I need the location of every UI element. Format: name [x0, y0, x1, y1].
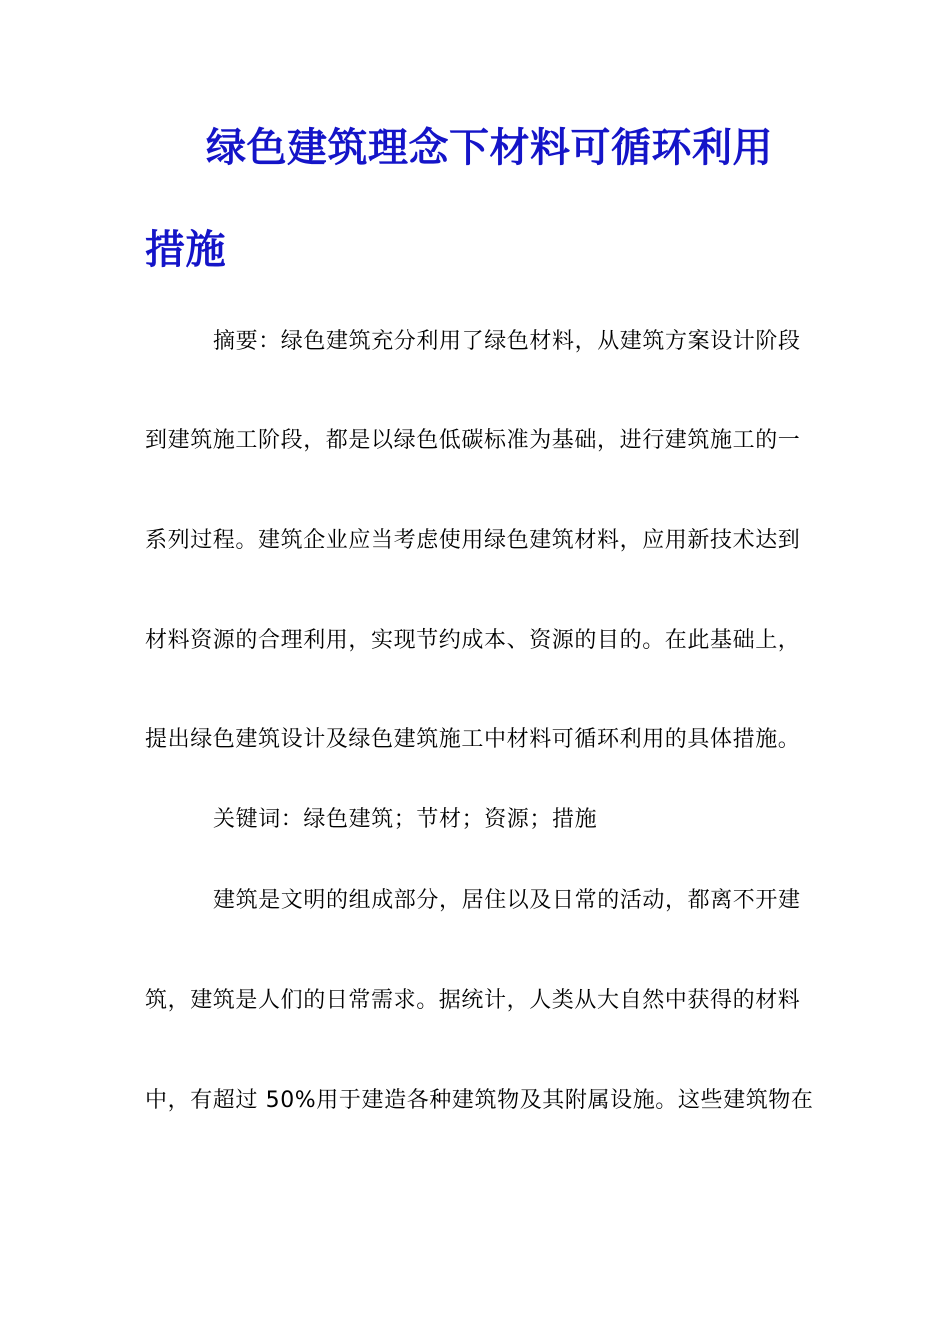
abstract-line-5: 提出绿色建筑设计及绿色建筑施工中材料可循环利用的具体措施。 [145, 727, 801, 752]
abstract-line-2: 到建筑施工阶段，都是以绿色低碳标准为基础，进行建筑施工的一 [145, 428, 801, 453]
abstract-line-4: 材料资源的合理利用，实现节约成本、资源的目的。在此基础上， [145, 628, 801, 653]
body-line-1: 建筑是文明的组成部分，居住以及日常的活动，都离不开建 [213, 888, 801, 913]
document-title-line-1: 绿色建筑理念下材料可循环利用 [206, 125, 773, 171]
document-title-line-2: 措施 [145, 227, 226, 273]
body-line-2: 筑，建筑是人们的日常需求。据统计，人类从大自然中获得的材料 [145, 988, 801, 1013]
abstract-line-3: 系列过程。建筑企业应当考虑使用绿色建筑材料，应用新技术达到 [145, 528, 801, 553]
keywords-line: 关键词：绿色建筑；节材；资源；措施 [213, 807, 598, 832]
abstract-line-1: 摘要：绿色建筑充分利用了绿色材料，从建筑方案设计阶段 [213, 329, 801, 354]
body-line-3: 中，有超过 50%用于建造各种建筑物及其附属设施。这些建筑物在 [145, 1088, 814, 1113]
